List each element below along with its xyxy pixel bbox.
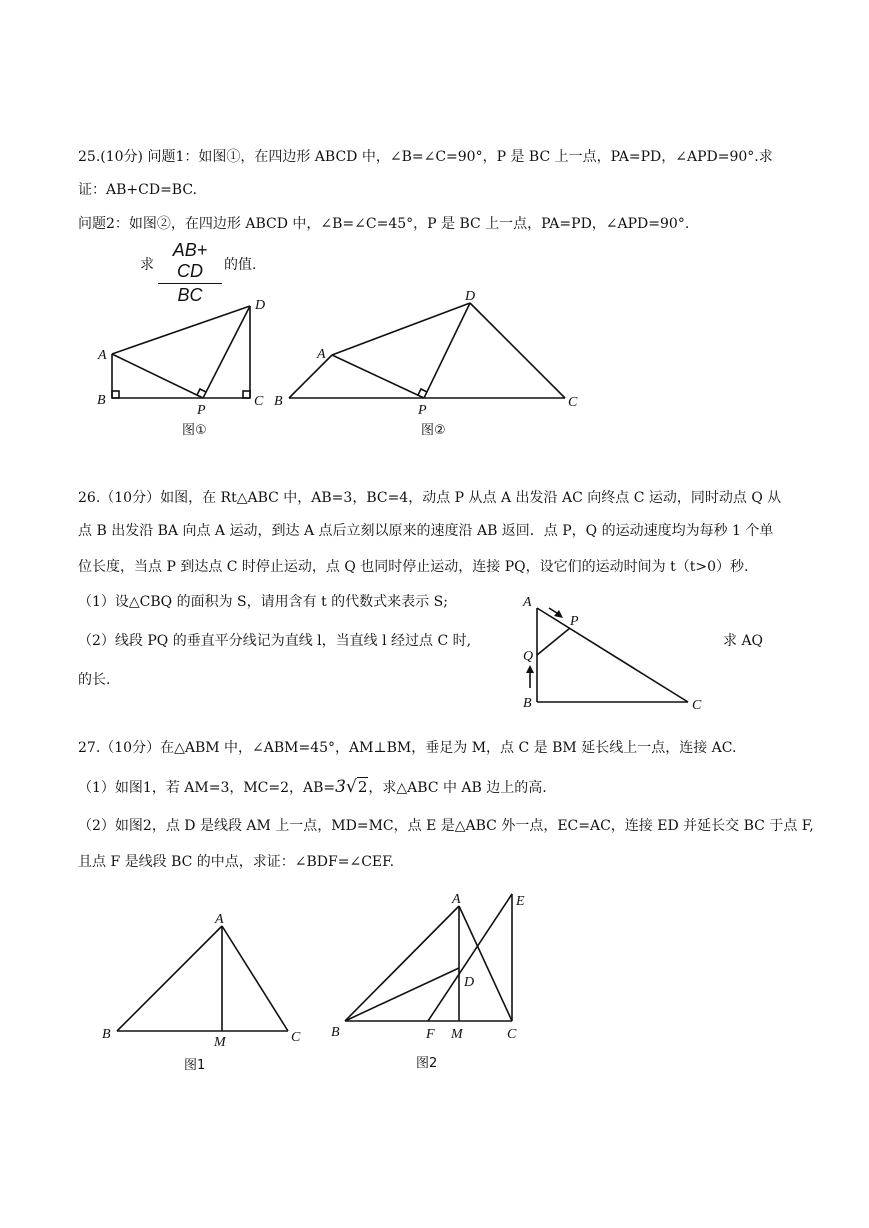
q26-line-6: 的长.: [78, 672, 111, 688]
q27f2-segment-AB: [345, 906, 459, 1021]
q27-line-4: 且点 F 是线段 BC 的中点，求证：∠BDF=∠CEF.: [78, 854, 395, 870]
q26-line-1: 26.（10分）如图，在 Rt△ABC 中，AB=3，BC=4，动点 P 从点 A 出发沿 AC 向终点 C 运动，同时动点 Q 从: [78, 490, 782, 506]
q27f2-segment-BD: [345, 968, 459, 1021]
q25-qiu: 求: [140, 257, 154, 273]
q27f1-segment-AB: [117, 926, 222, 1031]
q25-fraction-numerator: AB+ CD: [172, 240, 208, 281]
fig1-label-C: C: [254, 394, 264, 409]
q27-figure-2: [345, 894, 512, 1021]
q27f2-label-B: B: [331, 1025, 340, 1040]
q27f2-label-M: M: [451, 1027, 463, 1042]
fig2-label-P: P: [418, 403, 427, 418]
fig1-label-B: B: [97, 393, 106, 408]
q25-line-2: 证：AB+CD=BC.: [78, 182, 198, 198]
q26-label-C: C: [692, 698, 702, 713]
q26-figure: [530, 608, 688, 702]
q27-sqrt-coefficient: 3: [335, 777, 346, 797]
q26-label-B: B: [523, 696, 532, 711]
fig2-segment-AP: [332, 355, 424, 398]
q25-line-1: 25.(10分) 问题1：如图①，在四边形 ABCD 中，∠B=∠C=90°，P 是 BC 上一点，PA=PD，∠APD=90°.求: [78, 149, 773, 165]
q27f1-label-C: C: [291, 1030, 301, 1045]
fig1-right-angle-B: [112, 391, 119, 398]
q27f2-label-A: A: [452, 892, 461, 907]
q26-label-P: P: [570, 614, 579, 629]
q26-label-A: A: [523, 595, 532, 610]
radical-sign-icon: √: [346, 777, 357, 797]
fig1-right-angle-C: [243, 391, 250, 398]
q27-line-2: [78, 777, 547, 798]
fig1-label-P: P: [197, 403, 206, 418]
fig2-label-D: D: [465, 289, 476, 304]
q27-line-1: 27.（10分）在△ABM 中，∠ABM=45°，AM⊥BM，垂足为 M，点 C 是 BM 延长线上一点，连接 AC.: [78, 740, 737, 756]
q25-fraction-denominator: BC: [177, 285, 203, 305]
q27f2-label-C: C: [507, 1027, 517, 1042]
q27f2-label-D: D: [464, 975, 475, 990]
q27-line-2-end: ，求△ABC 中 AB 边上的高.: [368, 780, 547, 796]
q26-line-5-tail: 求 AQ: [723, 633, 764, 649]
q26-line-4: （1）设△CBQ 的面积为 S，请用含有 t 的代数式来表示 S;: [78, 594, 448, 610]
q25-figure-2: [289, 303, 565, 398]
q25-line-3: 问题2：如图②，在四边形 ABCD 中，∠B=∠C=45°，P 是 BC 上一点，PA=PD，∠APD=90°.: [78, 216, 690, 232]
q26-label-Q: Q: [523, 649, 534, 664]
q26-arrow-Q-head: [526, 665, 534, 673]
q27f2-label-F: F: [426, 1027, 435, 1042]
q27-line-3: （2）如图2，点 D 是线段 AM 上一点，MD=MC，点 E 是△ABC 外一点，EC=AC，连接 ED 并延长交 BC 于点 F,: [78, 818, 814, 834]
q26-line-2: 点 B 出发沿 BA 向点 A 运动，到达 A 点后立刻以原来的速度沿 AB 返回．点 P，Q 的运动速度均为每秒 1 个单: [78, 523, 774, 539]
fig1-caption: 图①: [182, 423, 207, 438]
fig2-caption: 图②: [421, 423, 446, 438]
fig1-label-D: D: [255, 298, 266, 313]
fig2-label-A: A: [317, 347, 326, 362]
fig2-label-C: C: [568, 395, 578, 410]
q27f1-segment-AC: [222, 926, 288, 1031]
fig2-label-B: B: [274, 394, 283, 409]
q26-segment-PQ: [537, 628, 570, 655]
q27f1-label-A: A: [215, 912, 224, 927]
q27f1-label-B: B: [102, 1027, 111, 1042]
q27-figure-1: [117, 926, 288, 1031]
q27f1-label-M: M: [214, 1035, 226, 1050]
q25-tail: 的值.: [224, 257, 257, 273]
q27f2-label-E: E: [516, 894, 525, 909]
q27-sqrt-radicand: 2: [357, 778, 368, 796]
q27-line-2-start: （1）如图1，若 AM=3，MC=2，AB=: [78, 780, 336, 796]
q27f2-segment-EF: [428, 894, 512, 1021]
q26-segment-AC: [537, 608, 688, 702]
q27f2-caption: 图2: [416, 1056, 438, 1071]
q26-line-5: （2）线段 PQ 的垂直平分线记为直线 l，当直线 l 经过点 C 时,: [78, 633, 472, 649]
q27f1-caption: 图1: [184, 1058, 206, 1073]
fig2-segment-DC: [470, 303, 565, 398]
q26-line-3: 位长度，当点 P 到达点 C 时停止运动，点 Q 也同时停止运动，连接 PQ，设它们的运动时间为 t（t>0）秒.: [78, 559, 749, 575]
fig1-segment-AP: [112, 354, 203, 398]
fig1-label-A: A: [98, 348, 107, 363]
